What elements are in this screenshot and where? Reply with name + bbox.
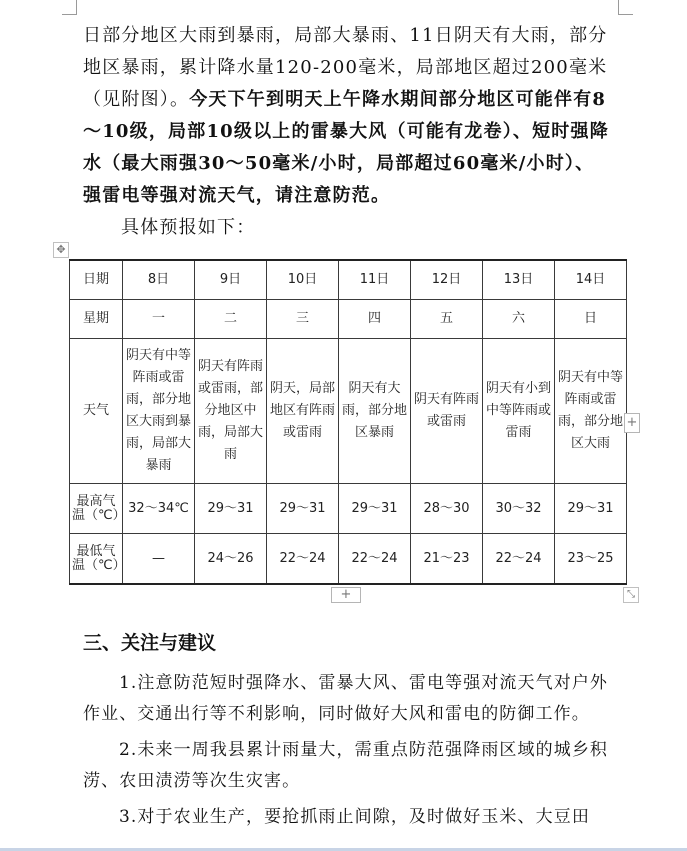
cell-min-temp: 22～24 [267,534,339,585]
forecast-intro: 具体预报如下： [121,217,256,238]
forecast-table [69,259,627,585]
cell-weather: 阴天有中等阵雨或雷雨，部分地区大雨 [555,339,627,484]
cell-max-temp: 29～31 [195,484,267,534]
section-title: 三、关注与建议 [83,632,217,654]
cell-date: 14日 [555,260,627,300]
cell-max-temp: 30～32 [483,484,555,534]
label-weekday: 星期 [70,300,123,339]
label-min-temp: 最低气温（℃） [70,534,123,585]
cell-min-temp: — [123,534,195,585]
table-row-max-temp [70,484,627,534]
cell-weather: 阴天有小到中等阵雨或雷雨 [483,339,555,484]
table-resize-handle-icon[interactable]: ⤡ [623,587,639,603]
cell-date: 9日 [195,260,267,300]
add-column-button[interactable]: + [624,413,640,433]
table-row-weather [70,339,627,484]
cell-min-temp: 22～24 [339,534,411,585]
label-weather: 天气 [70,339,123,484]
page-margin-corner-top-right [618,0,633,15]
cell-max-temp: 29～31 [555,484,627,534]
label-max-temp: 最高气温（℃） [70,484,123,534]
cell-weather: 阴天有中等阵雨或雷雨，部分地区大雨到暴雨，局部大暴雨 [123,339,195,484]
cell-weekday: 六 [483,300,555,339]
cell-min-temp: 21～23 [411,534,483,585]
cell-min-temp: 22～24 [483,534,555,585]
cell-weather: 阴天有阵雨或雷雨，部分地区中雨，局部大雨 [195,339,267,484]
page-margin-corner-top-left [62,0,77,15]
cell-weekday: 一 [123,300,195,339]
table-row-weekday [70,300,627,339]
cell-weekday: 五 [411,300,483,339]
table-row-min-temp [70,534,627,585]
cell-min-temp: 24～26 [195,534,267,585]
cell-date: 13日 [483,260,555,300]
cell-max-temp: 32～34℃ [123,484,195,534]
cell-weather: 阴天有大雨，部分地区暴雨 [339,339,411,484]
add-row-button[interactable]: + [331,587,361,603]
table-row-date [70,260,627,300]
cell-weekday: 二 [195,300,267,339]
intro-paragraph [83,20,613,212]
cell-weekday: 日 [555,300,627,339]
cell-date: 8日 [123,260,195,300]
advice-item: 3.对于农业生产，要抢抓雨止间隙，及时做好玉米、大豆田 [119,807,590,827]
cell-weekday: 三 [267,300,339,339]
cell-date: 10日 [267,260,339,300]
cell-weather: 阴天有阵雨或雷雨 [411,339,483,484]
advice-item: 1.注意防范短时强降水、雷暴大风、雷电等强对流天气对户外作业、交通出行等不利影响，同时做好大风和雷电的防御工作。 [83,673,609,724]
intro-bold-warning: 今天下午到明天上午降水期间部分地区可能伴有8～10级，局部10级以上的雷暴大风（可能有龙卷）、短时强降水（最大雨强30～50毫米/小时，局部超过60毫米/小时）、强雷电等强对流天气，请注意防范。 [83,89,609,206]
table-move-handle-icon[interactable]: ✥ [53,242,69,258]
advice-item: 2.未来一周我县累计雨量大，需重点防范强降雨区域的城乡积涝、农田渍涝等次生灾害。 [83,740,609,791]
cell-weather: 阴天，局部地区有阵雨或雷雨 [267,339,339,484]
intro-normal-text: 日部分地区大雨到暴雨，局部大暴雨、11日阴天有大雨，部分地区暴雨，累计降水量120-200毫米，局部地区超过200毫米（见附图）。 [83,25,608,110]
cell-weekday: 四 [339,300,411,339]
cell-date: 12日 [411,260,483,300]
cell-max-temp: 29～31 [267,484,339,534]
cell-max-temp: 29～31 [339,484,411,534]
cell-date: 11日 [339,260,411,300]
cell-max-temp: 28～30 [411,484,483,534]
cell-min-temp: 23～25 [555,534,627,585]
label-date: 日期 [70,260,123,300]
